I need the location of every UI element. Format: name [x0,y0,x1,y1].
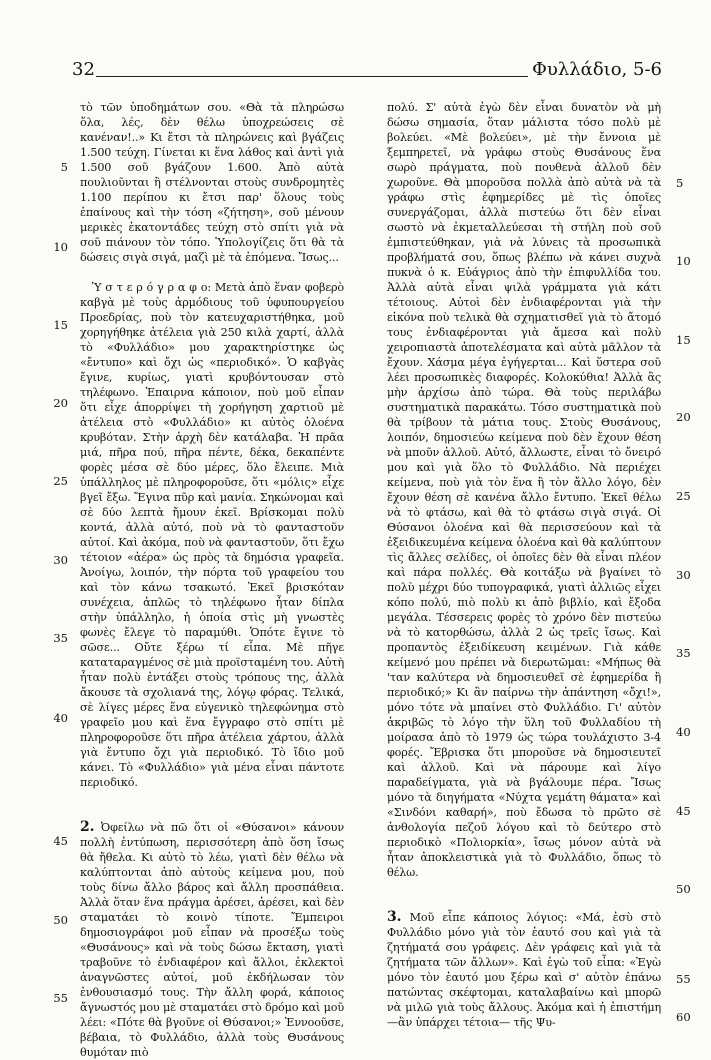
line-number-left: 20 [53,396,68,410]
line-number-right: 15 [676,333,691,347]
line-number-right: 45 [676,804,691,818]
section-gap [80,790,344,805]
line-number-left: 30 [53,553,68,567]
line-number-right: 20 [676,410,691,424]
line-number-left: 5 [60,160,68,174]
line-number-right: 55 [676,972,691,986]
left-column [80,100,344,1060]
line-number-right: 35 [676,646,691,660]
line-number-left: 40 [53,711,68,725]
line-number-right: 50 [676,882,691,896]
section-3-text: Μοῦ εἶπε κάποιος λόγιος: «Μά, ἐσὺ στὸ Φυλλάδιο μόνο γιὰ τὸν ἑαυτό σου καὶ γιὰ τὰ ζητήματά σου γράφεις. Δὲν γράφεις καὶ γιὰ τὰ ζητήματα τῶν ἄλλων». Καὶ ἐγὼ τοῦ εἶπα: «Ἐγὼ μόνο τὸν ἑαυτό μου ξέρω καὶ σ' αὐτὸν ἐπάνω πατώντας σκέφτομαι, καταλαβαίνω καὶ μπορῶ νὰ μιλῶ γιὰ τοὺς ἄλλους. Ἀκόμα καὶ ἡ ἐπιστήμη —ἂν ὑπάρχει τέτοια— τῆς Ψυ- [387,911,661,1029]
right-column [387,100,661,1030]
line-number-left: 15 [53,318,68,332]
line-number-left: 50 [53,913,68,927]
postscript-paragraph: Ὑ σ τ ε ρ ό γ ρ α φ ο: Μετὰ ἀπὸ ἕναν φοβερὸ καβγὰ μὲ τοὺς ἁρμόδιους τοῦ ὑφυπουργείου Προεδρίας, ποὺ τὸν κατευχαριστήθηκα, μοῦ χορηγήθηκε ἀτέλεια γιὰ 250 κιλὰ χαρτί, ἀλλὰ τὸ «Φυλλάδιο» μου χαρακτηρίστηκε ὡς «ἔντυπο» καὶ ὄχι ὡς «περιοδικό». Ὁ καβγὰς ἔγινε, κυρίως, γιατὶ κρυβόντουσαν στὸ τηλέφωνο. Ἐπαιρνα κάποιον, ποὺ μοῦ εἶπαν ὅτι εἶχε ἀπορρίψει τὴ χορήγηση χαρτιοῦ μὲ ἀτέλεια στὸ «Φυλλάδιο» κι αὐτὸς ὁλοένα κρυβόταν. Στὴν ἀρχὴ δὲν κατάλαβα. Ἡ πρᾶα μιά, πῆρα πού, πῆρα πέντε, δέκα, δεκαπέντε φορὲς μέσα σὲ δύο μέρες, ὅλο ἔλειπε. Μιὰ ὑπάλληλος μὲ πληροφοροῦσε, ὅτι «μόλις» εἶχε βγεῖ ἔξω. Ἔγινα πῦρ καὶ μανία. Σηκώνομαι καὶ σὲ δύο λεπτὰ ἤμουν ἐκεῖ. Βρίσκομαι πολὺ κοντά, ἀλλὰ αὐτό, ποὺ νὰ τὸ φανταστοῦν αὐτοί. Καὶ ἀκόμα, ποὺ νὰ φανταστοῦν, ὅτι ἔχω τέτοιον «ἀέρα» ὡς πρὸς τὰ δημόσια γραφεῖα. Ἀνοίγω, λοιπόν, τὴν πόρτα τοῦ γραφείου του καὶ τὸν κάνω τσακωτό. Ἐκεῖ βρισκόταν συνέχεια, ἁπλῶς τὸ τηλέφωνο ἦταν δίπλα στὴν ὑπάλληλο, ἡ ὁποία στὶς μὴ γνωστὲς φωνὲς ἔλεγε τὸ παραμύθι. Ὁπότε ἔγινε τὸ σῶσε... Οὔτε ξέρω τί εἶπα. Μὲ πῆγε καταταραγμένος σὲ μιὰ προϊσταμένη του. Αὐτὴ ἦταν πολὺ ἐντάξει στοὺς τρόπους της, ἀλλὰ ἄκουσε τὰ σχολιανά της, λόγῳ φόρας. Τελικά, σὲ λίγες μέρες ἕνα εὐγενικὸ τηλεφώνημα στὸ γραφεῖο μου καὶ ἕνα ἔγγραφο στὸ σπίτι μὲ πληροφοροῦσε ὅτι πῆρα ἀτέλεια χάρτου, ἀλλὰ γιὰ ἔντυπο ὄχι γιὰ περιοδικό. Τὸ ἴδιο μοῦ κάνει. Τὸ «Φυλλάδιο» γιὰ μένα εἶναι πάντοτε περιοδικό. [80,281,344,789]
right-paragraph-1: πολύ. Σ' αὐτὰ ἐγὼ δὲν εἶναι δυνατὸν νὰ μὴ δώσω σημασία, ὅταν μάλιστα τόσο πολὺ μὲ βολεύει. «Μὲ βολεύει», μὲ τὴν ἔννοια μὲ ξεμπηρετεῖ, νὰ γράφω στοὺς Θυσάνους ἕνα σωρὸ πράγματα, ποὺ πουθενὰ ἀλλοῦ δὲν χωροῦνε. Θὰ μποροῦσα πολλὰ ἀπὸ αὐτὰ νὰ τὰ γράφω στὶς ἐφημερίδες μὲ τὶς ὁποῖες συνεργάζομαι, ἀλλὰ πιστεύω ὅτι δὲν εἶναι σωστὸ νὰ ἐκμεταλλεύεσαι τὴ στήλη ποὺ σοῦ ἐμπιστεύθηκαν, γιὰ νὰ λύνεις τὰ προσωπικὰ προβλήματά σου, ὅπως βλέπω νὰ κάνει συχνὰ πυκνὰ ὁ κ. Εὐάγριος ἀπὸ τὴν ἐπιφυλλίδα του. Ἀλλὰ αὐτὰ εἶναι ψιλὰ γράμματα γιὰ κάτι τέτοιους. Αὐτοὶ δὲν ἐνδιαφέρονται γιὰ τὴν εἰκόνα ποὺ τελικὰ θὰ σχηματισθεῖ γιὰ τὸ ἄτομό τους ἐνδιαφέρονται γιὰ ἄμεσα καὶ πολὺ χειροπιαστὰ ἀποτελέσματα καὶ αὐτὰ μᾶλλον τὰ ἔχουν. Χάσμα μέγα ἐγήγερται... Καὶ ὕστερα σοῦ λέει προσωπικὲς διαφορές. Κολοκύθια! Ἀλλὰ ἂς μὴν ἀρχίσω ἀπὸ τώρα. Θὰ τοὺς περιλάβω συστηματικὰ παρακάτω. Τόσο συστηματικὰ ποὺ θὰ τρίβουν τὰ μάτια τους. Στοὺς Θυσάνους, λοιπόν, δημοσιεύω κείμενα ποὺ δὲν ἔχουν θέση νὰ μποῦν ἀλλοῦ. Αὐτό, ἄλλωστε, εἶναι τὸ ὄνειρό μου καὶ γιὰ ὅλο τὸ Φυλλάδιο. Νὰ περιέχει κείμενα, ποὺ γιὰ τὸν ἕνα ἢ τὸν ἄλλο λόγο, δὲν ἔχουν θέση σὲ κανένα ἄλλο ἔντυπο. Ἐκεῖ θέλω νὰ τὸ φτάσω, καὶ θὰ τὸ φτάσω σιγὰ σιγά. Οἱ Θύσανοι ὁλοένα καὶ θὰ περισσεύουν καὶ τὰ ἐξειδικευμένα κείμενα ὁλοένα καὶ θὰ καλύπτουν τὶς ἄλλες σελίδες, οἱ ὁποῖες δὲν θὰ εἶναι πλέον καὶ πάρα πολλές. Θὰ κοιτάξω νὰ βγαίνει τὸ πολὺ μέχρι δύο τυπογραφικά, γιατὶ ἀλλιῶς εἶχει κόπο πολύ, πιὸ πολὺ κι ἀπὸ βιβλίο, καὶ ἔξοδα μεγάλα. Τέσσερεις φορὲς τὸ χρόνο δὲν πιστεύω νὰ τὸ κατορθώσω, ἀλλὰ 2 ὡς τρεῖς ἴσως. Καὶ προπαντὸς ἐξειδίκευση κειμένων. Γιὰ κάθε κείμενό μου πρέπει νὰ διερωτῶμαι: «Μήπως θὰ 'ταν καλύτερα νὰ δημοσιευθεῖ σὲ ἐφημερίδα ἢ περιοδικό;» Κι ἂν παίρνω τὴν ἀπάντηση «ὄχι!», μόνο τότε νὰ μπαίνει στὸ Φυλλάδιο. Γι' αὐτὸν ἀκριβῶς τὸ λόγο τὴν ὕλη τοῦ Φυλλαδίου τὴ μοίρασα ἀπὸ τὸ 1979 ὡς τώρα τουλάχιστο 3-4 φορές. Ἔβρισκα ὅτι μποροῦσε νὰ δημοσιευτεῖ καὶ ἀλλοῦ. Καὶ νὰ πάρουμε καὶ λίγο παραδείγματα, γιὰ νὰ βγάλουμε πέρα. Ἴσως μόνο τὰ διηγήματα «Νύχτα γεμάτη θάματα» καὶ «Σινδόνι καθαρή», ποὺ ἔδωσα τὸ πρῶτο σὲ ἀνθολογία πεζοῦ λόγου καὶ τὸ δεύτερο στὸ περιοδικὸ «Πολιορκία», ἴσως μόνον αὐτὰ νὰ ἦταν ἀποκλειστικὰ γιὰ τὸ Φυλλάδιο, ὅπως τὸ θέλω. [387,101,661,879]
section-3-number: 3. [387,909,402,925]
section-gap [387,895,661,910]
line-number-right: 40 [676,725,691,739]
section-2-paragraph [80,820,344,1060]
line-number-left: 35 [53,631,68,645]
line-number-right: 10 [676,254,691,268]
line-number-left: 55 [53,991,68,1005]
section-2-text: Ὀφείλω νὰ πῶ ὅτι οἱ «Θύσανοι» κάνουν πολλὴ ἐντύπωση, περισσότερη ἀπὸ ὅση ἴσως θὰ ἤθελα. Κι αὐτὸ τὸ λέω, γιατὶ δὲν θέλω νὰ καλύπτονται ἀπὸ αὐτοὺς κείμενα μου, ποὺ τοὺς δίνω ἄλλο βάρος καὶ ἄλλη προσπάθεια. Ἀλλὰ ὅταν ἕνα πράγμα ἀρέσει, ἀρέσει, καὶ δὲν σταματάει τὸ κοινὸ τίποτε. Ἔμπειροι δημοσιογράφοι μοῦ εἶπαν νὰ προσέξω τοὺς «Θυσάνους» καὶ νὰ τοὺς δώσω ἔκταση, γιατὶ τραβοῦνε τὸ ἐνδιαφέρον καὶ ἄλλοι, ἐκλεκτοὶ ἀναγνῶστες αὐτοί, μοῦ ἐκδήλωσαν τὸν ἐνθουσιασμό τους. Τὴν ἄλλη φορά, κάποιος ἄγνωστός μου μὲ σταματάει στὸ δρόμο καὶ μοῦ λέει: «Πότε θὰ βγοῦνε οἱ Θύσανοι;» Ἐννοοῦσε, βέβαια, τὸ Φυλλάδιο, ἀλλὰ τοὺς Θυσάνους θυμόταν πιὸ [80,821,345,1059]
section-gap [80,805,344,820]
line-number-right: 5 [676,176,684,190]
header-rule [96,76,544,77]
line-number-right: 60 [676,1010,691,1024]
line-number-left: 45 [53,834,68,848]
page-header [72,58,662,84]
line-number-right: 25 [676,489,691,503]
section-gap [387,880,661,895]
paragraph-gap [80,265,344,280]
section-2-number: 2. [80,819,95,835]
page-number: 32 [72,59,95,80]
section-3-paragraph [387,910,661,1030]
line-number-left: 10 [53,240,68,254]
left-paragraph-1: τὸ τῶν ὑποδημάτων σου. «Θὰ τὰ πληρώσω ὅλα, λές, δὲν θέλω ὑποχρεώσεις σὲ κανέναν!..» Κι ἔτσι τὰ πληρώνεις καὶ βγάζεις 1.500 τεύχη. Γίνεται κι ἕνα λάθος καὶ ἀντὶ γιὰ 1.500 σοῦ βγάζουν 1.600. Ἀπὸ αὐτὰ πουλιοῦνται ἢ στέλνονται στοὺς συνδρομητὲς 1.100 περίπου κι ἔτσι παρ' ὅλους τοὺς ἐπαίνους καὶ τὴν τόση «ζήτηση», σοῦ μένουν μερικὲς ἑκατοντάδες τεύχη στὸ σπίτι γιὰ νὰ σοῦ πιάνουν τὸν τόπο. Ὑπολογίζεις ὅτι θὰ τὰ δώσεις σιγὰ σιγά, μαζὶ μὲ τὰ ἑπόμενα. Ἴσως... [80,101,344,264]
running-title: Φυλλάδιο, 5-6 [528,59,662,80]
line-number-left: 25 [53,474,68,488]
line-number-right: 30 [676,568,691,582]
